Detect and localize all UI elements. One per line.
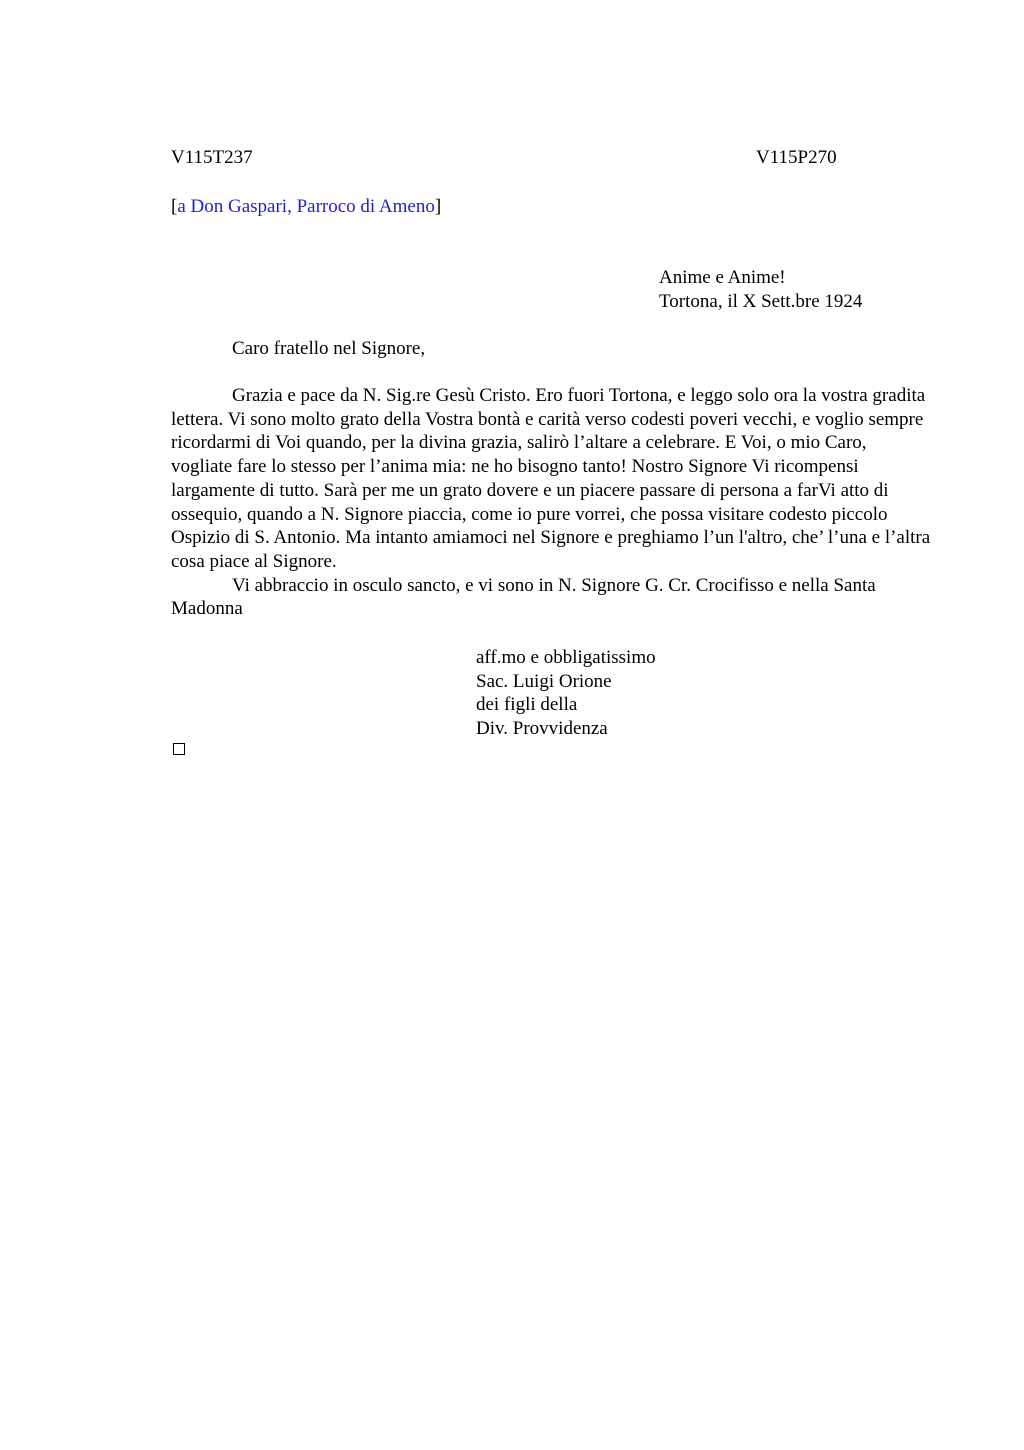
- signature-block: [476, 646, 656, 740]
- empty-square-icon: [173, 743, 185, 755]
- salutation: Caro fratello nel Signore,: [232, 338, 426, 359]
- recipient-close-bracket: ]: [434, 196, 442, 217]
- closing-line-4: Div. Provvidenza: [476, 717, 608, 739]
- recipient-name: a Don Gaspari, Parroco di Ameno: [177, 196, 435, 217]
- letter-body: [171, 384, 931, 621]
- signature-name: Sac. Luigi Orione: [476, 670, 612, 692]
- closing-line-3: dei figli della: [476, 694, 578, 715]
- body-paragraph-2: Vi abbraccio in osculo sancto, e vi sono in N. Signore G. Cr. Crocifisso e nella Santa Madonna: [171, 574, 876, 620]
- dateline: [659, 266, 862, 314]
- dateline-place-date: Tortona, il X Sett.bre 1924: [659, 291, 863, 312]
- dateline-motto: Anime e Anime!: [659, 267, 786, 288]
- closing-line-1: aff.mo e obbligatissimo: [476, 647, 656, 668]
- recipient-line: [171, 195, 441, 219]
- body-paragraph-1: Grazia e pace da N. Sig.re Gesù Cristo. Ero fuori Tortona, e leggo solo ora la vostra gradita lettera. Vi sono molto grato della Vostra bontà e carità verso codesti poveri vecchi, e voglio sempre ricordarmi di Voi quando, per la divina grazia, salirò l’altare a celebrare. E Voi, o mio Caro, vogliate fare lo stesso per l’anima mia: ne ho bisogno tanto! Nostro Signore Vi ricompensi largamente di tutto. Sarà per me un grato dovere e un piacere passare di persona a farVi atto di ossequio, quando a N. Signore piaccia, come io pure vorrei, che possa visitare codesto piccolo Ospizio di S. Antonio. Ma intanto amiamoci nel Signore e preghiamo l’un l'altro, che’ l’una e l’altra cosa piace al Signore.: [171, 385, 931, 572]
- document-code-right: V115P270: [756, 147, 837, 168]
- document-code-left: V115T237: [171, 147, 253, 168]
- recipient-open-bracket: [: [171, 196, 178, 217]
